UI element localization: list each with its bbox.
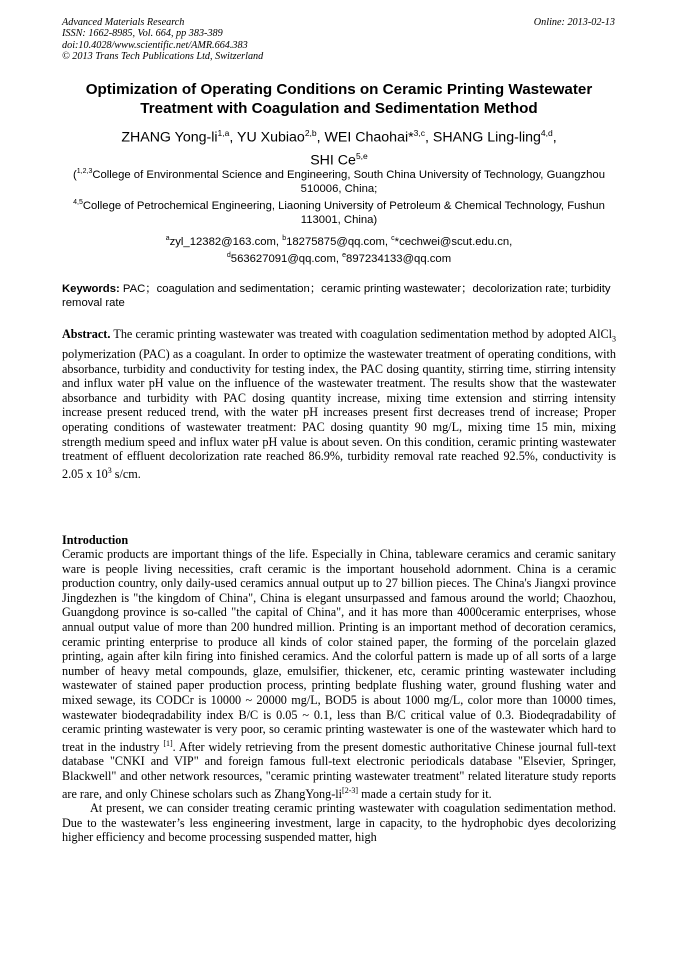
author-separator: , xyxy=(552,129,557,146)
citation: [2-3] xyxy=(342,785,359,795)
paragraph-text: made a certain study for it. xyxy=(358,786,492,801)
affiliation-2 xyxy=(58,196,620,227)
author-separator: , xyxy=(229,129,237,146)
author-separator: , xyxy=(316,129,325,146)
affil-text: College of Environmental Science and Engineering, South China University of Technology, Guangzhou 510006, China; xyxy=(92,168,605,195)
keywords-label: Keywords: xyxy=(62,283,120,295)
journal-name: Advanced Materials Research xyxy=(62,17,185,28)
abstract-label: Abstract. xyxy=(62,327,111,341)
abstract-superscript: 3 xyxy=(107,465,112,475)
email-mark: b xyxy=(282,235,287,242)
email-mark: a xyxy=(165,235,170,242)
citation: [1] xyxy=(163,738,173,748)
affil-mark: 4,5 xyxy=(73,199,83,207)
author-emails xyxy=(62,232,616,267)
email-mark: d xyxy=(226,252,231,260)
author-affil-mark: 3,c xyxy=(413,128,425,138)
author-affil-mark: 1,a xyxy=(217,128,230,138)
keywords xyxy=(62,282,616,310)
paragraph xyxy=(62,547,616,801)
author-name: YU Xubiao xyxy=(236,129,305,146)
issn-line: ISSN: 1662-8985, Vol. 664, pp 383-389 xyxy=(62,28,223,40)
email-mark: c xyxy=(391,235,395,242)
abstract xyxy=(62,327,616,481)
email-mark: e xyxy=(342,252,347,260)
abstract-subscript: 3 xyxy=(612,334,616,344)
author-name: ZHANG Yong-li xyxy=(121,129,218,146)
author-name: WEI Chaohai* xyxy=(324,129,414,146)
abstract-text: s/cm. xyxy=(111,466,141,481)
email-a: zyl_12382@163.com, xyxy=(169,235,283,248)
email-e: 897234133@qq.com xyxy=(346,253,452,266)
keywords-text: PAC；coagulation and sedimentation；ceramic printing wastewater；decolorization rate; turbidity removal rate xyxy=(62,283,611,310)
journal-header xyxy=(62,17,462,63)
section-heading: Introduction xyxy=(62,533,129,547)
paper-title: Optimization of Operating Conditions on Ceramic Printing Wastewater Treatment with Coagulation and Sedimentation Method xyxy=(85,81,593,117)
author-list xyxy=(62,124,616,169)
affil-mark: 1,2,3 xyxy=(76,168,93,175)
paragraph-text: Ceramic products are important things of the life. Especially in China, tableware ceramics and ceramic sanitary ware is people living necessities, craft ceramic is the important household adornment. China is a ceramic production country, only daily-used ceramics annual output up to 27 billion pieces. The China's Jiangxi province Jingdezhen is "the kingdom of China", China is elegant unsurpassed and famous around the world; Chaozhou, Guangdong province is so-called "the capital of China", and it has more than 4000ceramic enterprises, whose annual output value of more than 200 hundred million. Printing is an important method of decoration ceramics, ceramic printing enterprise to produce all kinds of color stained paper, the forming of the porcelain glazed printing, again after kiln firing into finished ceramics. And the colorful pattern is made up of all sorts of a large number of heavy metal compounds, glaze, emulsifier, thickener, etc, ceramic printing wastewater including wastewater of stained paper production process, printing bedplate flushing water, ground flushing water and mixed sewage, its CODCr is 10000 ~ 20000 mg/L, BOD5 is about 1000 mg/L, color more than 10000 times, wastewater biodeqradability index B/C is 0.05 ~ 0.1, less than B/C critical value of 0.3. Biodeqradability of ceramic printing wastewater is very poor, so ceramic printing wastewater is one of the wastewater which hard to treat in the industry xyxy=(62,547,616,754)
paragraph: At present, we can consider treating ceramic printing wastewater with coagulation sedimentation method. Due to the wastewater’s less engineering investment, large in capacity, to the hydrophobic dyes decolorizing higher efficiency and become processing suspended matter, high xyxy=(62,801,616,845)
email-d: 563627091@qq.com, xyxy=(230,253,343,266)
author-affil-mark: 4,d xyxy=(540,128,553,138)
affil-text: College of Petrochemical Engineering, Liaoning University of Petroleum & Chemical Technology, Fushun 113001, China) xyxy=(82,200,605,226)
email-c: *cechwei@scut.edu.cn, xyxy=(394,235,513,248)
abstract-text: The ceramic printing wastewater was treated with coagulation sedimentation method by adopted AlCl xyxy=(110,327,612,341)
copyright-line: © 2013 Trans Tech Publications Ltd, Switzerland xyxy=(62,51,264,63)
author-name: SHANG Ling-ling xyxy=(432,129,541,146)
paragraph-text: . After widely retrieving from the present domestic authoritative Chinese journal full-text database "CNKI and VIP" and foreign famous full-text electronic periodicals database "Elsevier, Springer, Blackwell" and other network resources, "ceramic printing wastewater treatment" related literature study reports are rare, and only Chinese scholars such as ZhangYong-li xyxy=(62,739,616,801)
author-name: SHI Ce xyxy=(310,152,356,169)
online-date: Online: 2013-02-13 xyxy=(533,17,615,28)
doi-line: doi:10.4028/www.scientific.net/AMR.664.383 xyxy=(62,39,248,51)
affiliations xyxy=(58,165,620,228)
introduction-body xyxy=(62,547,616,845)
author-affil-mark: 5,e xyxy=(355,150,368,161)
abstract-text: polymerization (PAC) as a coagulant. In order to optimize the wastewater treatment of operating conditions, with absorbance, turbidity and conductivity for testing index, the PAC dosing quantity, stirring time, stirring intensity and influx water pH value on the influence of the wastewater treatment. The results show that the wastewater absorbance and turbidity with PAC dosing quantity increase, mixing time extension and stirring intensity increase present reduced trend, with the water pH increases present first decreases trend of increase; Proper operating conditions of wastewater treatment: PAC dosing quantity 90 mg/L, mixing time 15 min, mixing strength medium speed and influx water pH value is about seven. On this condition, ceramic printing wastewater treatment of effluent decolorization rate reached 86.9%, turbidity removal rate reached 92.5%, conductivity is 2.05 x 10 xyxy=(62,347,616,481)
affiliation-1 xyxy=(58,165,620,196)
author-separator: , xyxy=(424,129,433,146)
affil-open-paren: ( xyxy=(73,168,77,181)
author-affil-mark: 2,b xyxy=(304,128,317,138)
email-b: 18275875@qq.com, xyxy=(286,235,392,248)
